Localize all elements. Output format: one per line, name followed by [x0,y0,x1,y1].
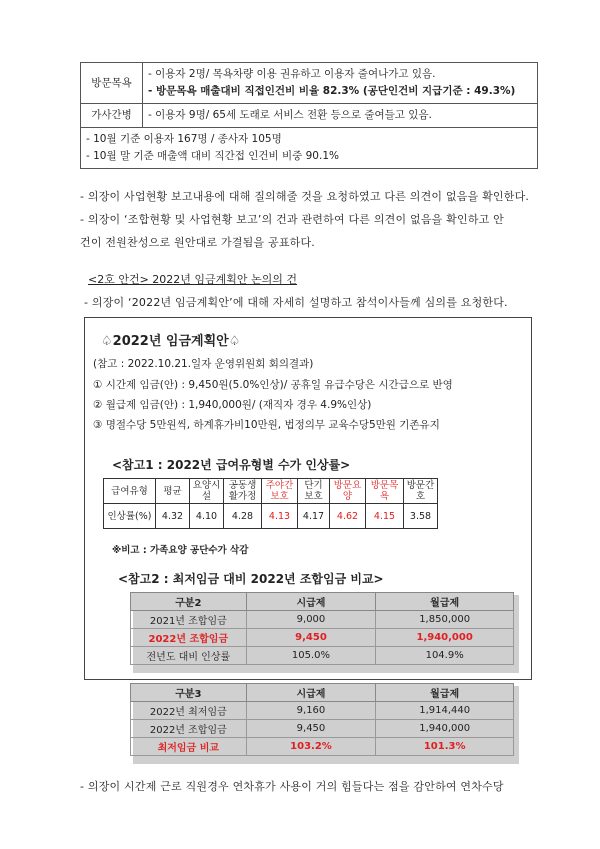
summary-cell [81,128,538,169]
table-row [131,738,514,756]
header-category: 구분2 [131,593,247,611]
cell-label: 2022년 최저임금 [131,702,247,720]
plan-ref-line: (참고 : 2022.10.21.일자 운영위원회 회의결과) [93,358,314,370]
cell-hourly: 9,450 [246,720,376,738]
cell-monthly: 1,850,000 [376,611,514,629]
table-row [104,504,438,529]
cell-hourly: 9,160 [246,702,376,720]
ref1-title: <참고1 : 2022년 급여유형별 수가 인상률> [112,458,351,472]
table-row [81,63,538,104]
bath-details [143,63,538,104]
plan-item-2: ② 월급제 임금(안) : 1,940,000원/ (재직자 경우 4.9%인상) [93,399,372,411]
ref1-note: ※비고 : 가족요양 공단수가 삭감 [112,545,249,556]
plan-title: ♤2022년 임금계획안♤ [101,334,241,349]
header-type: 급여유형 [104,479,156,504]
bath-line-2: - 방문목욕 매출대비 직접인건비 비율 82.3% (공단인건비 지급기준 : 49.3%) [148,85,516,97]
value-visit-care: 4.62 [330,504,366,529]
cell-label: 최저임금 비교 [131,738,247,756]
plan-item-1: ① 시간제 임금(안) : 9,450원(5.0%인상)/ 공휴일 유급수당은 시간급으로 반영 [93,379,453,391]
cell-monthly: 1,940,000 [376,720,514,738]
cell-label: 전년도 대비 인상률 [131,647,247,665]
table-row [131,629,514,647]
rate-table [103,478,438,529]
value-facility: 4.10 [190,504,224,529]
cell-label: 2022년 조합임금 [131,720,247,738]
paragraph-3: 건이 전원찬성으로 원안대로 가결됨을 공표하다. [80,236,316,249]
paragraph-1: - 의장이 사업현황 보고내용에 대해 질의해줄 것을 요청하였고 다른 의견이 없음을 확인한다. [80,190,530,203]
header-daynight: 주야간보호 [262,479,298,504]
business-status-table [80,62,538,169]
table-row [131,702,514,720]
table-row [131,684,514,702]
cell-hourly: 105.0% [246,647,376,665]
agenda-intro: - 의장이 ‘2022년 임금계획안’에 대해 자세히 설명하고 참석이사들께 심의를 요청한다. [84,296,508,309]
header-hourly: 시급제 [246,593,376,611]
compare-table-1 [130,592,514,665]
value-daynight: 4.13 [262,504,298,529]
header-monthly: 월급제 [376,593,514,611]
cell-hourly: 103.2% [246,738,376,756]
bath-line-1: - 이용자 2명/ 목욕차량 이용 권유하고 이용자 줄여나가고 있음. [148,68,436,80]
table-row [131,720,514,738]
value-visit-bath: 4.15 [366,504,404,529]
agenda-title: <2호 안건> 2022년 임금계획안 논의의 건 [88,273,298,286]
ref2-title: <참고2 : 최저임금 대비 2022년 조합임금 비교> [118,572,384,586]
cell-monthly: 1,914,440 [376,702,514,720]
cell-hourly: 9,000 [246,611,376,629]
cell-monthly: 101.3% [376,738,514,756]
table-row [81,128,538,169]
value-avg: 4.32 [156,504,190,529]
summary-line-2: - 10월 말 기준 매출액 대비 직간접 인건비 비중 90.1% [86,150,339,162]
row-header-bath: 방문목욕 [81,63,143,104]
care-line-1: - 이용자 9명/ 65세 도래로 서비스 전환 등으로 줄여들고 있음. [143,104,538,128]
header-hourly: 시급제 [246,684,376,702]
plan-item-3: ③ 명절수당 5만원씩, 하계휴가비10만원, 법정의무 교육수당5만원 기존유지 [93,419,440,431]
table-row [131,593,514,611]
header-avg: 평균 [156,479,190,504]
header-visit-bath: 방문목욕 [366,479,404,504]
footer-paragraph: - 의장이 시간제 근로 직원경우 연차휴가 사용이 거의 힘들다는 점을 감안하여 연차수당 [80,780,504,793]
value-group-home: 4.28 [224,504,262,529]
header-group-home: 공동생활가정 [224,479,262,504]
cell-label: 2022년 조합임금 [131,629,247,647]
table-row [104,479,438,504]
cell-monthly: 1,940,000 [376,629,514,647]
table-row [81,104,538,128]
compare-table-2 [130,683,514,756]
value-short: 4.17 [298,504,330,529]
table-row [131,647,514,665]
cell-monthly: 104.9% [376,647,514,665]
row-label: 인상률(%) [104,504,156,529]
header-short: 단기보호 [298,479,330,504]
row-header-care: 가사간병 [81,104,143,128]
cell-label: 2021년 조합임금 [131,611,247,629]
header-visit-nurse: 방문간호 [404,479,438,504]
cell-hourly: 9,450 [246,629,376,647]
header-visit-care: 방문요양 [330,479,366,504]
paragraph-2: - 의장이 ‘조합현황 및 사업현황 보고’의 건과 관련하여 다른 의견이 없음을 확인하고 안 [80,213,505,226]
table-row [131,611,514,629]
summary-line-1: - 10월 기준 이용자 167명 / 종사자 105명 [86,133,282,145]
value-visit-nurse: 3.58 [404,504,438,529]
header-facility: 요양시설 [190,479,224,504]
header-monthly: 월급제 [376,684,514,702]
header-category: 구분3 [131,684,247,702]
